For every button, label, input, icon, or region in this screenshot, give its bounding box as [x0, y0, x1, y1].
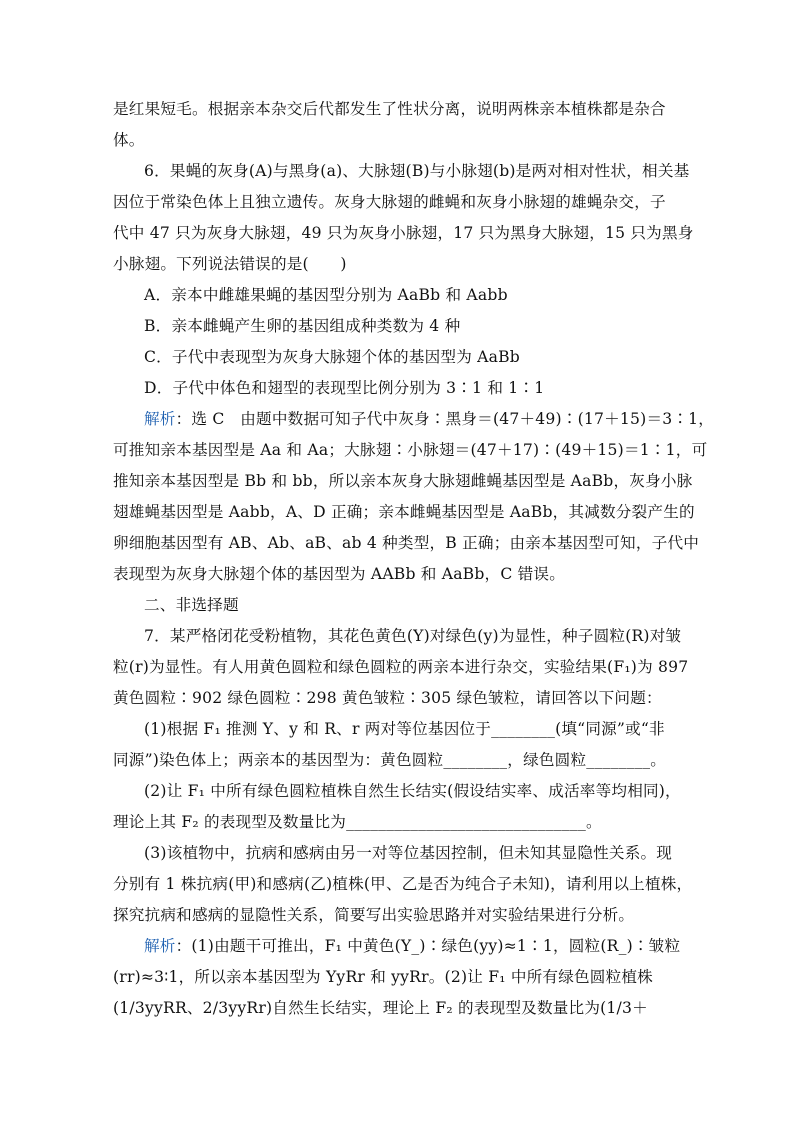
line-text: 粒(r)为显性。有人用黄色圆粒和绿色圆粒的两亲本进行杂交，实验结果(F₁)为 897 — [113, 658, 689, 676]
text-line — [113, 497, 695, 528]
line-text: 二、非选择题 — [144, 596, 239, 614]
text-line — [113, 94, 680, 125]
line-text: 小脉翅。下列说法错误的是( ) — [113, 255, 347, 273]
sub-question-2 — [113, 776, 680, 807]
text-line — [113, 993, 680, 1024]
text-line — [113, 869, 693, 900]
analysis-7 — [113, 931, 680, 962]
line-text: (2)让 F₁ 中所有绿色圆粒植株自然生长结实(假设结实率、成活率等均相同)， — [144, 782, 681, 800]
line-text: (1)根据 F₁ 推测 Y、y 和 R、r 两对等位基因位于________(填“同源”或“非 — [144, 720, 665, 738]
line-text: 体。 — [113, 131, 145, 149]
text-line — [113, 187, 680, 218]
line-text: D．子代中体色和翅型的表现型比例分别为 3∶1 和 1∶1 — [144, 379, 545, 397]
text-line — [113, 683, 680, 714]
line-text: B．亲本雌蝇产生卵的基因组成种类数为 4 种 — [144, 317, 461, 335]
text-line — [113, 528, 700, 559]
line-text: 7．某严格闭花受粉植物，其花色黄色(Y)对绿色(y)为显性，种子圆粒(R)对皱 — [144, 627, 682, 645]
line-text: 卵细胞基因型有 AB、Ab、aB、ab 4 种类型，B 正确；由亲本基因型可知，子代中 — [113, 534, 700, 552]
line-text: 同源”)染色体上；两亲本的基因型为：黄色圆粒________，绿色圆粒________。 — [113, 751, 667, 769]
line-text: 因位于常染色体上且独立遗传。灰身大脉翅的雌蝇和灰身小脉翅的雄蝇杂交，子 — [113, 193, 666, 211]
line-text: 可推知亲本基因型是 Aa 和 Aa；大脉翅∶小脉翅＝(47＋17)∶(49＋15)＝1∶1，可 — [113, 441, 708, 459]
line-text: ：(1)由题干可推出，F₁ 中黄色(Y_)∶绿色(yy)≈1∶1，圆粒(R_)∶皱粒 — [175, 937, 681, 955]
text-line — [113, 652, 689, 683]
option-c — [113, 342, 680, 373]
line-text: 是红果短毛。根据亲本杂交后代都发生了性状分离，说明两株亲本植株都是杂合 — [113, 100, 666, 118]
line-text: 翅雄蝇基因型是 Aabb，A、D 正确；亲本雌蝇基因型是 AaBb，其减数分裂产生的 — [113, 503, 695, 521]
question-7-stem — [113, 621, 680, 652]
question-6-stem — [113, 156, 690, 187]
section-heading — [113, 590, 680, 621]
text-line — [113, 745, 680, 776]
line-text: 黄色圆粒∶902 绿色圆粒∶298 黄色皱粒∶305 绿色皱粒，请回答以下问题： — [113, 689, 662, 707]
line-text: 6．果蝇的灰身(A)与黑身(a)、大脉翅(B)与小脉翅(b)是两对相对性状，相关基 — [144, 162, 690, 180]
text-line — [113, 249, 680, 280]
text-line — [113, 466, 693, 497]
text-line — [113, 900, 680, 931]
line-text: 表现型为灰身大脉翅个体的基因型为 AABb 和 AaBb，C 错误。 — [113, 565, 565, 583]
analysis-label: 解析 — [144, 937, 176, 955]
line-text: 推知亲本基因型是 Bb 和 bb，所以亲本灰身大脉翅雌蝇基因型是 AaBb，灰身小脉 — [113, 472, 693, 490]
text-line — [113, 218, 694, 249]
text-line — [113, 125, 680, 156]
line-text: ：选 C 由题中数据可知子代中灰身∶黑身＝(47＋49)∶(17＋15)＝3∶1， — [175, 410, 715, 428]
option-a — [113, 280, 680, 311]
line-text: A．亲本中雌雄果蝇的基因型分别为 AaBb 和 Aabb — [144, 286, 508, 304]
analysis-6 — [113, 404, 715, 435]
sub-question-3 — [113, 838, 680, 869]
line-text: (3)该植物中，抗病和感病由另一对等位基因控制，但未知其显隐性关系。现 — [144, 844, 673, 862]
text-line — [113, 807, 680, 838]
option-d — [113, 373, 680, 404]
text-line — [113, 962, 680, 993]
line-text: C．子代中表现型为灰身大脉翅个体的基因型为 AaBb — [144, 348, 520, 366]
option-b — [113, 311, 680, 342]
text-line — [113, 435, 708, 466]
text-line — [113, 559, 680, 590]
line-text: 探究抗病和感病的显隐性关系，简要写出实验思路并对实验结果进行分析。 — [113, 906, 635, 924]
analysis-label: 解析 — [144, 410, 176, 428]
line-text: (rr)≈3∶1，所以亲本基因型为 YyRr 和 yyRr。(2)让 F₁ 中所有绿色圆粒植株 — [113, 968, 653, 986]
document-page — [113, 94, 715, 1024]
line-text: 代中 47 只为灰身大脉翅，49 只为灰身小脉翅，17 只为黑身大脉翅，15 只为黑身 — [113, 224, 694, 242]
line-text: 分别有 1 株抗病(甲)和感病(乙)植株(甲、乙是否为纯合子未知)，请利用以上植株， — [113, 875, 693, 893]
line-text: 理论上其 F₂ 的表现型及数量比为______________________________。 — [113, 813, 602, 831]
line-text: (1/3yyRR、2/3yyRr)自然生长结实，理论上 F₂ 的表现型及数量比为(1/3＋ — [113, 999, 648, 1017]
sub-question-1 — [113, 714, 680, 745]
